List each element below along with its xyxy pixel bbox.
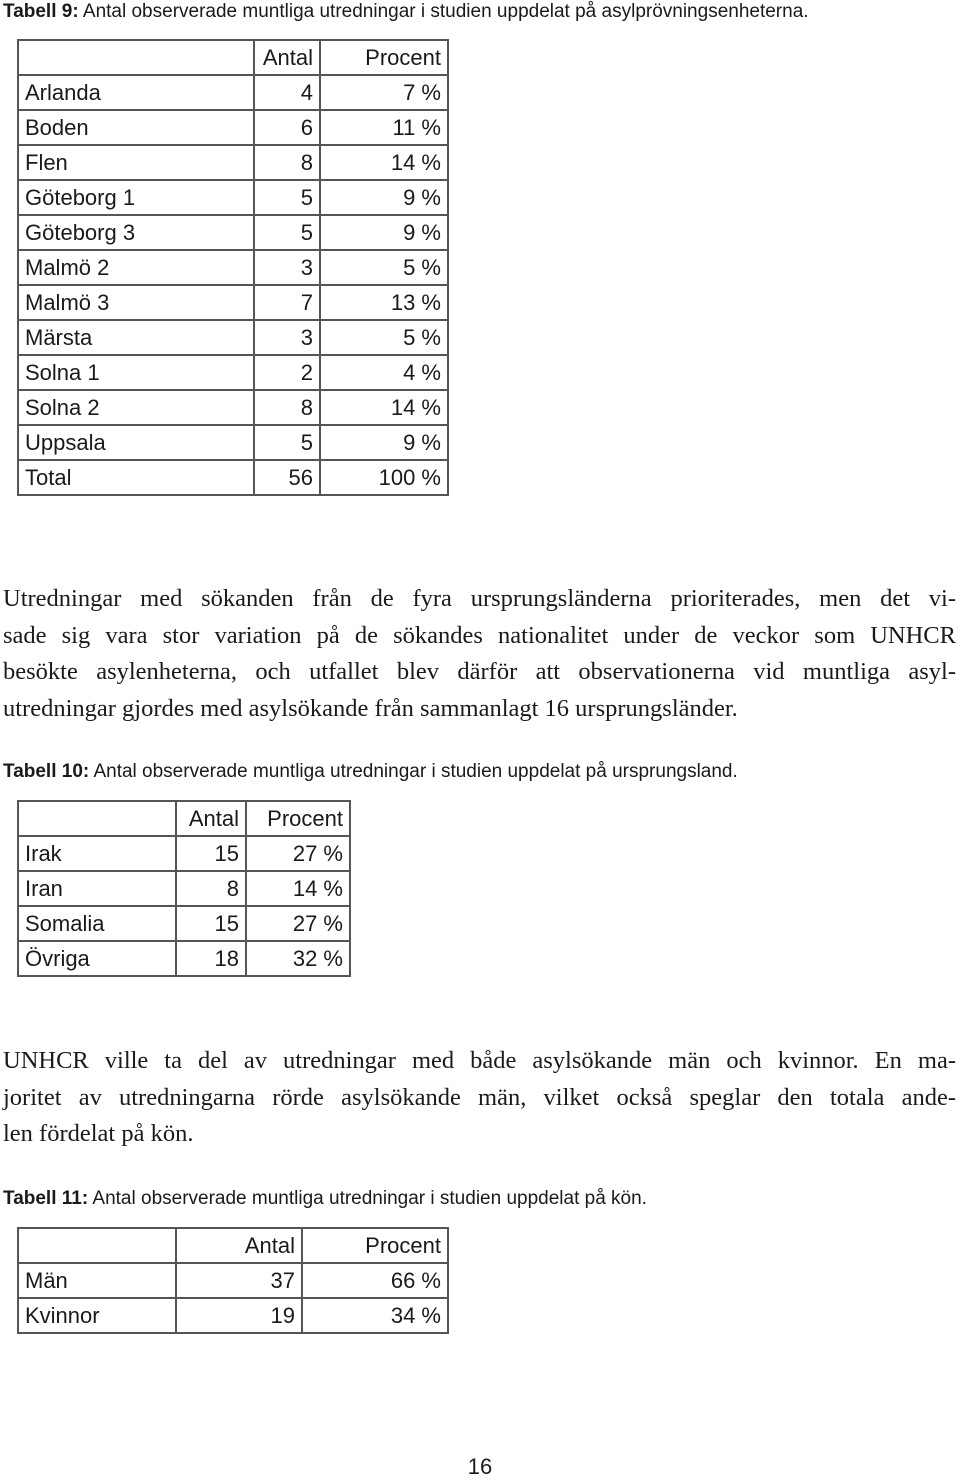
row-label-cell: Göteborg 3 xyxy=(18,215,254,250)
row-label-cell: Uppsala xyxy=(18,425,254,460)
table-9 xyxy=(17,39,449,496)
count-cell: 15 xyxy=(176,836,246,871)
count-cell: 8 xyxy=(254,145,320,180)
table-row xyxy=(18,390,448,425)
percent-cell: 32 % xyxy=(246,941,350,976)
percent-cell: 9 % xyxy=(320,425,448,460)
page-number: 16 xyxy=(467,1454,493,1479)
table-row xyxy=(18,180,448,215)
count-cell: 8 xyxy=(176,871,246,906)
row-label-cell: Märsta xyxy=(18,320,254,355)
table-10-caption-text: Antal observerade muntliga utredningar i studien uppdelat på ursprungsland. xyxy=(89,761,738,782)
percent-cell: 4 % xyxy=(320,355,448,390)
paragraph-line: sade sig vara stor variation på de sökandes nationalitet under de veckor som UNHCR xyxy=(3,621,956,649)
percent-cell: 7 % xyxy=(320,75,448,110)
table-10-caption-label: Tabell 10: xyxy=(3,761,90,782)
table-row xyxy=(18,320,448,355)
table-row xyxy=(18,1263,448,1298)
count-cell: 56 xyxy=(254,460,320,495)
table-row xyxy=(18,355,448,390)
row-label-cell: Män xyxy=(18,1263,176,1298)
table-row xyxy=(18,1298,448,1333)
column-header-0 xyxy=(18,40,254,75)
count-cell: 5 xyxy=(254,215,320,250)
table-row xyxy=(18,941,350,976)
count-cell: 5 xyxy=(254,425,320,460)
column-header-1: Antal xyxy=(176,1228,302,1263)
column-header-2: Procent xyxy=(302,1228,448,1263)
table-9-caption-label: Tabell 9: xyxy=(3,1,79,22)
table-9-caption-text: Antal observerade muntliga utredningar i studien uppdelat på asylprövningsenheterna. xyxy=(78,1,809,22)
paragraph-line: Utredningar med sökanden från de fyra ursprungsländerna prioriterades, men det vi- xyxy=(3,585,956,612)
row-label-cell: Arlanda xyxy=(18,75,254,110)
table-row xyxy=(18,215,448,250)
paragraph-line: UNHCR ville ta del av utredningar med både asylsökande män och kvinnor. En ma- xyxy=(3,1047,956,1074)
row-label-cell: Irak xyxy=(18,836,176,871)
row-label-cell: Iran xyxy=(18,871,176,906)
table-row xyxy=(18,906,350,941)
column-header-0 xyxy=(18,801,176,836)
paragraph-line: utredningar gjordes med asylsökande från sammanlagt 16 ursprungsländer. xyxy=(3,694,738,722)
percent-cell: 5 % xyxy=(320,250,448,285)
count-cell: 7 xyxy=(254,285,320,320)
body-paragraph-1 xyxy=(3,581,956,727)
percent-cell: 27 % xyxy=(246,836,350,871)
count-cell: 18 xyxy=(176,941,246,976)
percent-cell: 9 % xyxy=(320,215,448,250)
row-label-cell: Solna 1 xyxy=(18,355,254,390)
row-label-cell: Övriga xyxy=(18,941,176,976)
count-cell: 37 xyxy=(176,1263,302,1298)
row-label-cell: Total xyxy=(18,460,254,495)
percent-cell: 66 % xyxy=(302,1263,448,1298)
count-cell: 4 xyxy=(254,75,320,110)
table-row xyxy=(18,75,448,110)
table-header-row xyxy=(18,1228,448,1263)
row-label-cell: Kvinnor xyxy=(18,1298,176,1333)
table-11-caption xyxy=(3,1188,647,1210)
count-cell: 2 xyxy=(254,355,320,390)
table-10 xyxy=(17,800,351,977)
percent-cell: 27 % xyxy=(246,906,350,941)
paragraph-line: len fördelat på kön. xyxy=(3,1120,194,1147)
table-row xyxy=(18,871,350,906)
table-row xyxy=(18,110,448,145)
table-9-caption xyxy=(3,1,809,23)
column-header-0 xyxy=(18,1228,176,1263)
count-cell: 15 xyxy=(176,906,246,941)
table-row xyxy=(18,425,448,460)
percent-cell: 14 % xyxy=(320,145,448,180)
column-header-1: Antal xyxy=(176,801,246,836)
table-row xyxy=(18,145,448,180)
column-header-2: Procent xyxy=(320,40,448,75)
column-header-2: Procent xyxy=(246,801,350,836)
percent-cell: 34 % xyxy=(302,1298,448,1333)
percent-cell: 13 % xyxy=(320,285,448,320)
row-label-cell: Boden xyxy=(18,110,254,145)
body-paragraph-2 xyxy=(3,1043,956,1153)
table-row xyxy=(18,836,350,871)
percent-cell: 9 % xyxy=(320,180,448,215)
table-row xyxy=(18,285,448,320)
row-label-cell: Flen xyxy=(18,145,254,180)
table-11-caption-label: Tabell 11: xyxy=(3,1188,89,1209)
table-header-row xyxy=(18,40,448,75)
count-cell: 3 xyxy=(254,320,320,355)
row-label-cell: Solna 2 xyxy=(18,390,254,425)
column-header-1: Antal xyxy=(254,40,320,75)
table-11-caption-text: Antal observerade muntliga utredningar i studien uppdelat på kön. xyxy=(88,1188,647,1209)
row-label-cell: Göteborg 1 xyxy=(18,180,254,215)
count-cell: 5 xyxy=(254,180,320,215)
percent-cell: 100 % xyxy=(320,460,448,495)
table-row xyxy=(18,250,448,285)
table-10-caption xyxy=(3,761,738,783)
row-label-cell: Malmö 2 xyxy=(18,250,254,285)
paragraph-line: joritet av utredningarna rörde asylsökande män, vilket också speglar den totala ande- xyxy=(3,1083,956,1111)
table-header-row xyxy=(18,801,350,836)
percent-cell: 11 % xyxy=(320,110,448,145)
percent-cell: 5 % xyxy=(320,320,448,355)
paragraph-line: besökte asylenheterna, och utfallet blev därför att observationerna vid muntliga asyl- xyxy=(3,658,956,685)
percent-cell: 14 % xyxy=(246,871,350,906)
count-cell: 19 xyxy=(176,1298,302,1333)
table-11 xyxy=(17,1227,449,1334)
percent-cell: 14 % xyxy=(320,390,448,425)
table-row xyxy=(18,460,448,495)
count-cell: 3 xyxy=(254,250,320,285)
count-cell: 8 xyxy=(254,390,320,425)
row-label-cell: Malmö 3 xyxy=(18,285,254,320)
row-label-cell: Somalia xyxy=(18,906,176,941)
count-cell: 6 xyxy=(254,110,320,145)
